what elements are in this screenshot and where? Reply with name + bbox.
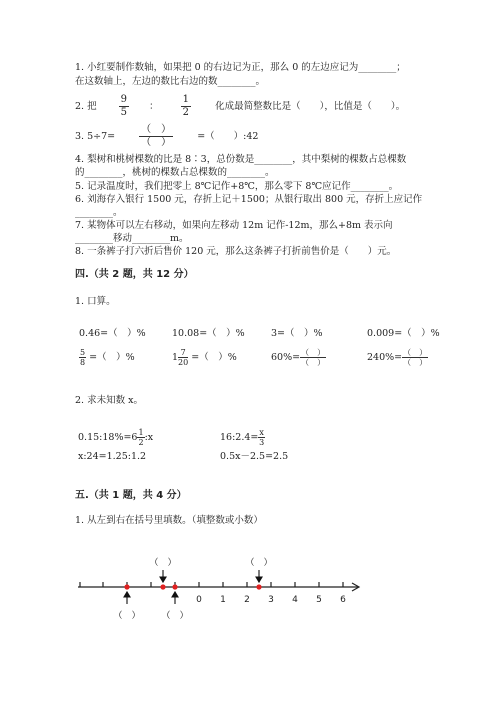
q6-line1: 6. 刘海存入银行 1500 元，存折上记＋1500；从银行取出 800 元，存折上应记作 bbox=[75, 194, 423, 205]
calc-8-prefix: 240%= bbox=[367, 352, 403, 363]
tick-label: 3 bbox=[268, 595, 274, 605]
s4-q1-title: 1. 口算。 bbox=[75, 296, 116, 307]
s5-q1-title: 1. 从左到右在括号里填数。（填整数或小数） bbox=[75, 515, 263, 526]
equation-3: x:24=1.25:1.2 bbox=[78, 451, 147, 462]
q2-fraction-1: $\frac{9}{5}$ bbox=[120, 94, 128, 118]
calc-8-fraction: $\frac{( )}{( )}$ bbox=[403, 348, 428, 367]
tick-label: 4 bbox=[292, 595, 298, 605]
equation-4: 0.5x－2.5=2.5 bbox=[220, 451, 289, 462]
calc-3: 3=（ ）% bbox=[271, 328, 323, 339]
calc-6-whole: 1 bbox=[172, 352, 179, 363]
answer-blank: （ ） bbox=[161, 611, 189, 621]
equation-1-fraction: $\frac{1}{2}$ bbox=[138, 428, 144, 447]
marker-point bbox=[256, 584, 261, 589]
calc-6-fraction: $\frac{7}{20}$ bbox=[178, 348, 189, 367]
q5: 5. 记录温度时，我们把零上 8℃记作+8℃，那么零下 8℃应记作________。 bbox=[75, 181, 399, 192]
q7-line2: ________移动________m。 bbox=[75, 233, 189, 244]
equation-2-prefix: 16:2.4= bbox=[220, 432, 259, 443]
q4-line2: 的________，桃树的棵数占总棵数的________。 bbox=[75, 167, 275, 178]
arrow-up-head bbox=[124, 592, 130, 597]
calc-7-prefix: 60%= bbox=[271, 352, 301, 363]
q2-fraction-2: $\frac{1}{2}$ bbox=[182, 94, 190, 118]
calc-1: 0.46=（ ）% bbox=[79, 328, 146, 339]
calc-4: 0.009=（ ）% bbox=[367, 328, 440, 339]
q6-line2: ________。 bbox=[75, 207, 123, 218]
equation-2-fraction: $\frac{x}{3}$ bbox=[259, 428, 265, 447]
answer-blank: （ ） bbox=[245, 558, 273, 568]
section5-heading: 五.（共 1 题，共 4 分） bbox=[75, 490, 187, 501]
marker-point bbox=[172, 584, 177, 589]
equation-1-suffix: :x bbox=[144, 432, 154, 443]
q3-suffix: =（ ）:42 bbox=[197, 131, 259, 142]
section4-heading: 四.（共 2 题，共 12 分） bbox=[75, 269, 194, 280]
calc-7-fraction: $\frac{( )}{( )}$ bbox=[301, 348, 326, 367]
tick-label: 1 bbox=[220, 595, 226, 605]
arrow-up-head bbox=[172, 592, 178, 597]
marker-point bbox=[160, 584, 165, 589]
answer-blank: （ ） bbox=[113, 611, 141, 621]
s4-q2-title: 2. 求未知数 x。 bbox=[75, 395, 143, 406]
marker-point bbox=[124, 584, 129, 589]
q2-suffix: 化成最简整数比是（ ），比值是（ ）。 bbox=[215, 101, 406, 112]
q2-colon: ： bbox=[149, 101, 159, 112]
calc-2: 10.08=（ ）% bbox=[172, 328, 245, 339]
tick-label: 6 bbox=[340, 595, 346, 605]
q7-line1: 7. 某物体可以左右移动，如果向左移动 12m 记作-12m，那么+8m 表示向 bbox=[75, 220, 393, 231]
tick-label: 0 bbox=[196, 595, 202, 605]
tick-label: 5 bbox=[316, 595, 322, 605]
q1-line2: 在这数轴上，左边的数比右边的数________。 bbox=[75, 76, 266, 87]
q8: 8. 一条裤子打六折后售价 120 元，那么这条裤子打折前售价是（ ）元。 bbox=[75, 246, 397, 257]
q3-fraction: （ ） （ ） bbox=[141, 124, 172, 148]
calc-5-rest: =（ ）% bbox=[89, 352, 135, 363]
answer-blank: （ ） bbox=[149, 558, 177, 568]
arrow-down-head bbox=[160, 577, 166, 582]
q1-line1: 1. 小红要制作数轴，如果把 0 的右边记为正，那么 0 的左边应记为________； bbox=[75, 62, 406, 73]
q2-prefix: 2. 把 bbox=[75, 101, 97, 112]
tick-label: 2 bbox=[244, 595, 250, 605]
equation-1-prefix: 0.15:18%=6 bbox=[78, 432, 138, 443]
arrow-down-head bbox=[256, 577, 262, 582]
calc-5-fraction: $\frac{5}{8}$ bbox=[80, 348, 86, 367]
calc-6-rest: =（ ）% bbox=[191, 352, 237, 363]
q3-prefix: 3. 5÷7= bbox=[75, 131, 116, 142]
q4-line1: 4. 梨树和桃树棵数的比是 8∶3，总份数是________，其中梨树的棵数占总棵数 bbox=[75, 154, 407, 165]
